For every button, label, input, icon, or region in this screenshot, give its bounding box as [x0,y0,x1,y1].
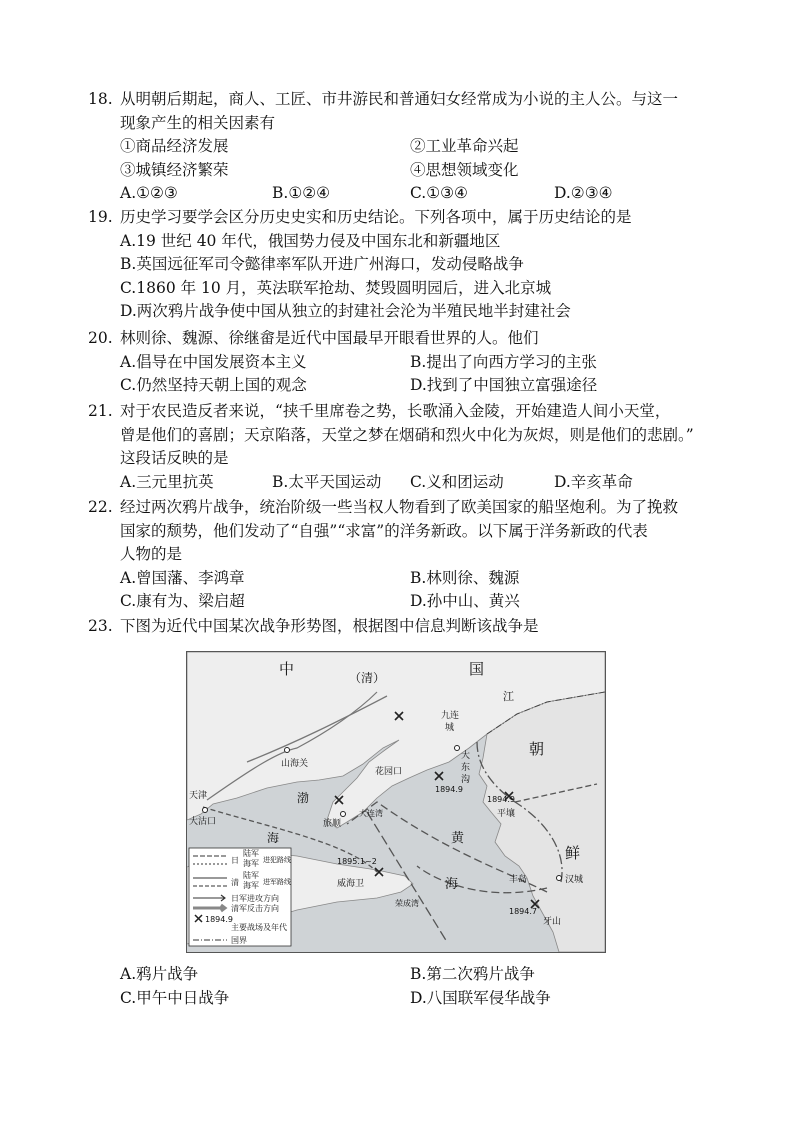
map-label-bohai: 渤 [297,791,310,805]
option-a[interactable]: A.鸦片战争 [120,965,199,983]
question-number: 22. [88,498,113,516]
map-label-date: 1895.1~2 [337,857,377,866]
option-d[interactable]: D.②③④ [554,184,613,202]
legend-invade-route: 进犯路线 [263,856,291,864]
map-label-weihaiwei: 威海卫 [337,879,365,889]
option-b[interactable]: B.①②④ [272,184,331,202]
question-stem: 曾是他们的喜剧；天京陷落，天堂之梦在烟硝和烈火中化为灰烬，则是他们的悲剧。” [120,425,694,444]
item: ③城镇经济繁荣 [120,160,229,179]
option-d[interactable]: D.孙中山、黄兴 [410,592,520,610]
legend-japan: 日 [231,856,239,865]
map-label-date: 1894.7 [509,907,537,916]
question-22 [88,496,718,614]
option-c[interactable]: C.义和团运动 [410,472,504,491]
question-stem: 下图为近代中国某次战争形势图，根据图中信息判断该战争是 [120,617,539,635]
option-b[interactable]: B.太平天国运动 [272,472,382,491]
question-number: 19. [88,208,113,226]
question-stem: 对于农民造反者来说，“挟千里席卷之势，长歌涌入金陵，开始建造人间小天堂， [120,402,671,420]
legend-border: 国界 [231,936,247,945]
item: ④思想领域变化 [410,160,519,179]
legend-navy: 海军 [243,881,259,890]
map-label-yashan: 牙山 [543,917,562,927]
option-c[interactable]: C.1860 年 10 月，英法联军抢劫、焚毁圆明园后，进入北京城 [120,278,552,297]
question-stem: 人物的是 [120,545,183,563]
question-number: 23. [88,617,113,635]
legend-qing-counter: 清军反击方向 [231,904,279,913]
option-d[interactable]: D.两次鸦片战争使中国从独立的封建社会沦为半殖民地半封建社会 [120,302,571,320]
legend-battle-year: 1894.9 [205,915,233,924]
question-stem: 从明朝后期起，商人、工匠、市井游民和普通妇女经常成为小说的主人公。与这一 [120,90,679,108]
map-label-dadonggou: 大 [461,751,471,761]
map-label-dadonggou: 沟 [461,775,471,785]
map-label-dagukou: 大沽口 [189,817,217,827]
option-a[interactable]: A.三元里抗英 [120,472,214,491]
question-18 [88,88,718,206]
map-label-huanghai: 黄 [451,831,465,846]
option-a[interactable]: A.曾国藩、李鸿章 [120,568,245,587]
legend-advance-route: 进军路线 [263,878,291,886]
item: ①商品经济发展 [120,137,229,155]
city-dot [203,808,208,813]
option-c[interactable]: C.①③④ [410,184,468,202]
map-label-jiuliancheng: 九连 [441,711,460,721]
war-situation-map [186,651,606,953]
option-b[interactable]: B.林则徐、魏源 [410,568,520,587]
map-label-date: 1894.9 [487,795,515,804]
map-label-bohai: 海 [267,831,280,845]
map-label-hancheng: 汉城 [565,875,584,885]
map-label-jiuliancheng: 城 [445,723,455,733]
question-stem: 国家的颓势，他们发动了“自强”“求富”的洋务新政。以下属于洋务新政的代表 [120,521,648,540]
map-label-huayuankou: 花园口 [375,767,403,777]
option-b[interactable]: B.提出了向西方学习的主张 [410,352,597,371]
map-label-korea: 朝 [529,740,545,758]
map-label-shanhaiguan: 山海关 [281,759,309,769]
legend-army: 陆军 [243,871,259,880]
legend-japan-attack: 日军进攻方向 [231,894,279,903]
option-a[interactable]: A.①②③ [120,184,178,202]
option-a[interactable]: A.倡导在中国发展资本主义 [120,352,307,371]
map-label-pingrang: 平壤 [497,809,516,819]
question-20 [88,327,718,398]
city-dot [341,812,346,817]
option-d[interactable]: D.找到了中国独立富强途径 [410,376,598,394]
option-b[interactable]: B.英国远征军司令懿律率军队开进广州海口，发动侵略战争 [120,255,524,273]
question-number: 21. [88,402,113,420]
question-number: 20. [88,329,113,347]
map-label-china: 国 [469,660,485,678]
map-label-qing: （清） [349,671,386,685]
question-23-options [88,963,718,1010]
option-b[interactable]: B.第二次鸦片战争 [410,965,535,983]
question-stem: 林则徐、魏源、徐继畲是近代中国最早开眼看世界的人。他们 [120,329,539,347]
legend-qing: 清 [231,878,239,887]
city-dot [557,876,562,881]
item: ②工业革命兴起 [410,137,519,155]
question-stem: 现象产生的相关因素有 [120,113,276,132]
option-c[interactable]: C.仍然坚持天朝上国的观念 [120,376,307,394]
question-stem: 历史学习要学会区分历史史实和历史结论。下列各项中，属于历史结论的是 [120,208,632,226]
question-21 [88,400,718,494]
map-label-dalian: 大连湾 [359,809,383,818]
map-label-lushun: 旅顺 [323,819,342,829]
legend-navy: 海军 [243,859,259,868]
map-label-yalu: 江 [503,690,514,703]
city-dot [285,748,290,753]
question-number: 18. [88,90,113,108]
map-legend [189,848,291,946]
question-23 [88,615,718,639]
question-stem: 这段话反映的是 [120,449,229,467]
map-label-fengdao: 丰岛 [509,875,528,885]
map-label-huanghai: 海 [445,877,459,892]
option-a[interactable]: A.19 世纪 40 年代，俄国势力侵及中国东北和新疆地区 [120,231,501,250]
city-dot [455,746,460,751]
option-c[interactable]: C.甲午中日战争 [120,988,230,1007]
map-label-dadonggou: 东 [461,763,471,773]
question-19 [88,206,718,324]
legend-army: 陆军 [243,849,259,858]
map-label-tianjin: 天津 [189,791,208,801]
map-label-date: 1894.9 [435,785,463,794]
question-stem: 经过两次鸦片战争，统治阶级一些当权人物看到了欧美国家的船坚炮利。为了挽救 [120,498,679,516]
legend-battle: 主要战场及年代 [231,923,287,932]
map-label-korea: 鲜 [565,844,581,862]
option-d[interactable]: D.辛亥革命 [554,472,633,491]
map-label-china: 中 [279,660,295,678]
option-d[interactable]: D.八国联军侵华战争 [410,988,551,1007]
option-c[interactable]: C.康有为、梁启超 [120,592,245,610]
map-label-rongcheng: 荣成湾 [395,899,419,908]
